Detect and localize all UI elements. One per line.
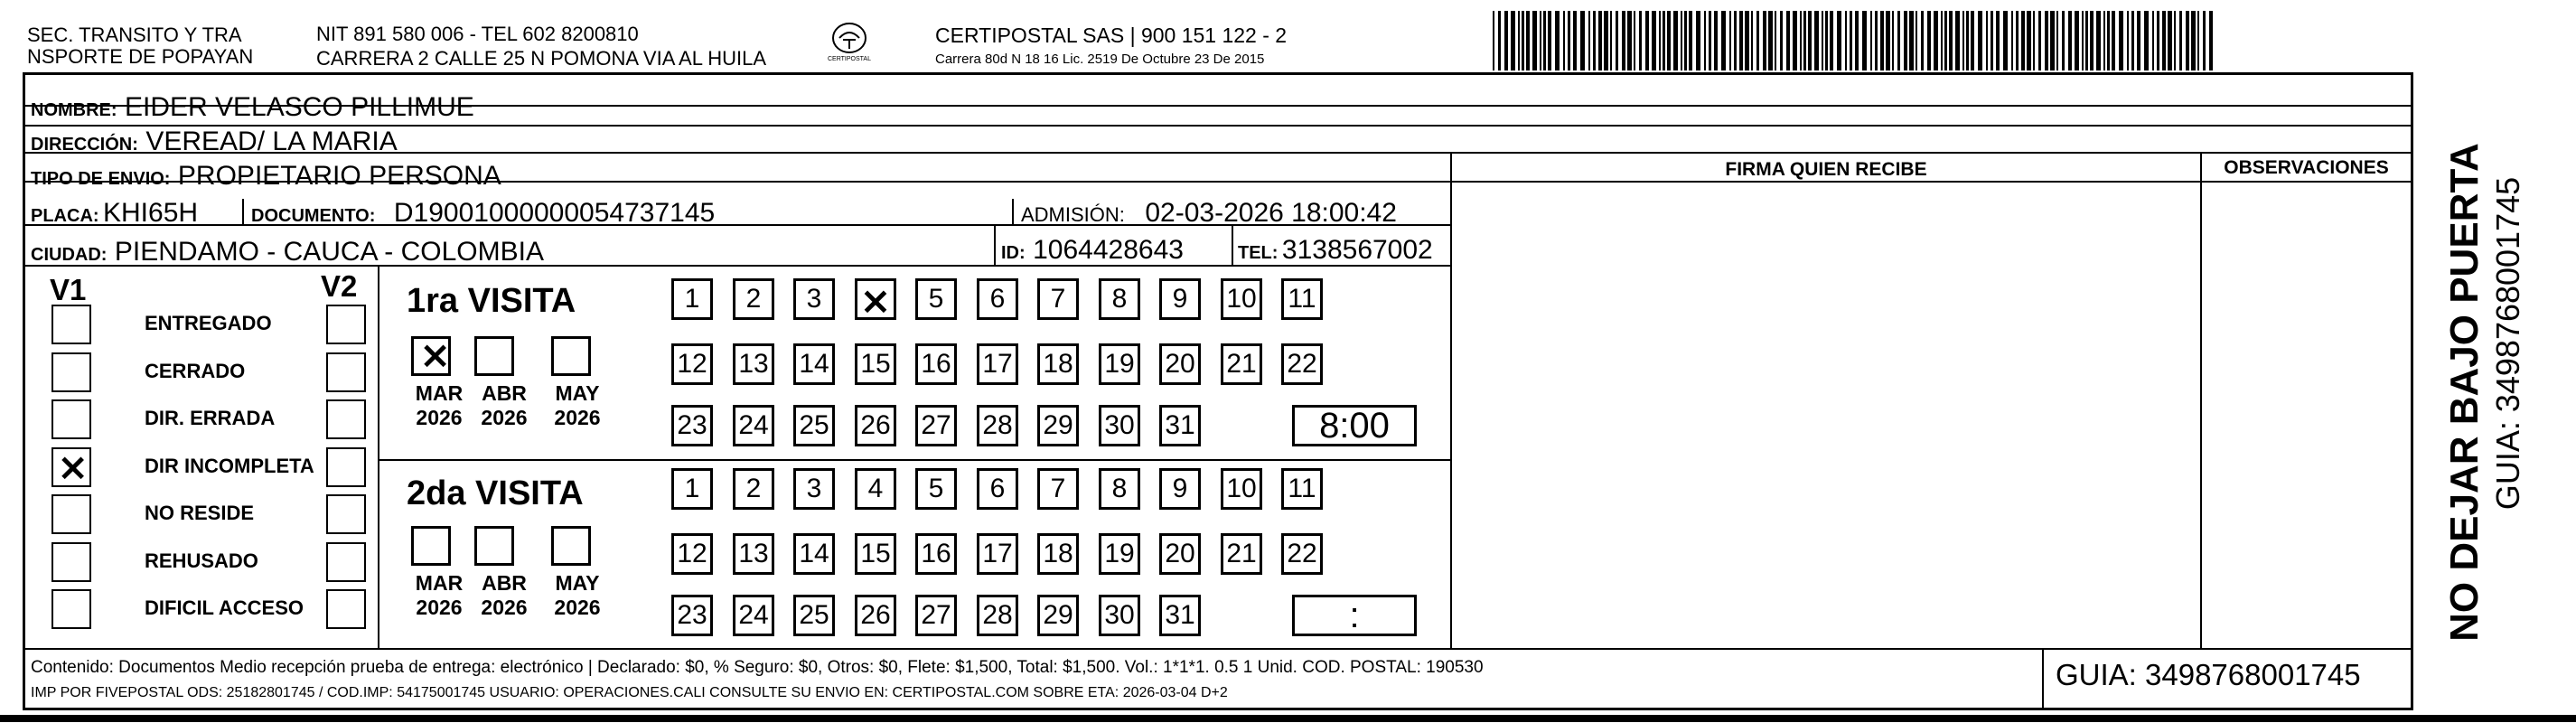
address-value: VEREAD/ LA MARIA [145, 127, 398, 156]
day-box[interactable]: 6 [977, 468, 1018, 510]
month-name: MAY [555, 571, 600, 595]
side-guia: GUIA: 3498768001745 [2489, 176, 2526, 511]
v2-checkbox[interactable] [326, 399, 366, 439]
content-line: Contenido: Documentos Medio recepción prueba de entrega: electrónico | Declarado: $0, % Seguro: $0, Otros: $0, Flete: $1,500, Total: $1,500. Vol.: 1*1*1. 0.5 1 Unid. COD. POSTAL: 190530 [31, 658, 1484, 677]
sender-line-1: SEC. TRANSITO Y TRA [27, 23, 242, 46]
day-box[interactable]: 4 [855, 468, 896, 510]
month-name: MAY [555, 381, 600, 405]
ship-type-field [31, 161, 501, 192]
nit-header [316, 22, 766, 70]
admission-field [1021, 198, 1397, 229]
day-box[interactable]: 16 [915, 343, 957, 385]
sender-line-2: NSPORTE DE POPAYAN [27, 45, 254, 68]
v1-checkbox[interactable] [52, 494, 91, 534]
day-box[interactable]: 11 [1281, 278, 1323, 320]
v2-checkbox[interactable] [326, 589, 366, 629]
month-label [407, 381, 472, 430]
col-sep-id [994, 226, 996, 266]
address-label: DIRECCIÓN: [31, 135, 138, 155]
day-box[interactable]: 19 [1099, 343, 1140, 385]
status-label: REHUSADO [145, 549, 258, 572]
month-checkbox[interactable] [551, 526, 591, 566]
day-box[interactable]: 25 [793, 405, 835, 446]
day-box[interactable]: 16 [915, 533, 957, 575]
month-name: ABR [482, 571, 527, 595]
day-box[interactable]: 3 [793, 468, 835, 510]
col-sep-observations [2200, 152, 2202, 649]
form-top-border [23, 72, 2412, 75]
month-year: 2026 [481, 596, 528, 619]
plate-value: KHI65H [103, 198, 199, 228]
courier-logo [818, 20, 881, 72]
sig-header-line [1450, 181, 2412, 183]
col-sep-signature [1450, 152, 1452, 649]
footer-guia-sep [2042, 648, 2044, 709]
city-field [31, 237, 544, 268]
day-box[interactable]: 18 [1037, 343, 1079, 385]
day-box[interactable]: 22 [1281, 343, 1323, 385]
day-box[interactable]: 7 [1037, 278, 1079, 320]
day-box[interactable]: 12 [671, 533, 713, 575]
day-box[interactable]: 24 [733, 405, 774, 446]
day-box[interactable]: 14 [793, 533, 835, 575]
admission-value: 02-03-2026 18:00:42 [1145, 198, 1397, 228]
status-label: DIFICIL ACCESO [145, 596, 304, 619]
day-box[interactable]: 9 [1159, 468, 1201, 510]
barcode [1493, 11, 2226, 70]
form-left-border [23, 72, 25, 710]
day-box[interactable]: 7 [1037, 468, 1079, 510]
doc-value: D19001000000054737145 [393, 198, 716, 228]
day-box[interactable]: 8 [1099, 278, 1140, 320]
v1-checkbox[interactable] [52, 399, 91, 439]
day-box[interactable]: 28 [977, 405, 1018, 446]
v1-checkbox[interactable] [52, 542, 91, 582]
tel-value: 3138567002 [1281, 235, 1433, 265]
city-value: PIENDAMO - CAUCA - COLOMBIA [114, 237, 544, 267]
id-field [1001, 235, 1184, 266]
footer-sep [23, 648, 2412, 650]
v1-label: V1 [50, 273, 87, 306]
day-box[interactable]: 29 [1037, 595, 1079, 636]
form-right-border [2411, 72, 2413, 710]
v2-checkbox[interactable] [326, 447, 366, 487]
col-sep-tel [1232, 226, 1233, 266]
day-box[interactable]: 13 [733, 343, 774, 385]
address-field [31, 127, 398, 157]
day-box[interactable]: 2 [733, 278, 774, 320]
day-box[interactable]: 25 [793, 595, 835, 636]
day-box[interactable]: 3 [793, 278, 835, 320]
name-label: NOMBRE: [31, 100, 117, 120]
day-box[interactable]: 24 [733, 595, 774, 636]
month-year: 2026 [554, 406, 601, 429]
month-label [407, 571, 472, 620]
day-box[interactable]: 31 [1159, 405, 1201, 446]
day-box[interactable]: 26 [855, 405, 896, 446]
month-checkbox[interactable] [551, 336, 591, 376]
name-field [31, 92, 474, 123]
day-box[interactable]: 12 [671, 343, 713, 385]
day-box[interactable]: 17 [977, 533, 1018, 575]
tel-field [1238, 235, 1433, 266]
tel-label: TEL: [1238, 243, 1279, 263]
day-box[interactable]: 1 [671, 278, 713, 320]
month-checkbox[interactable] [474, 336, 514, 376]
month-name: ABR [482, 381, 527, 405]
day-box[interactable]: 28 [977, 595, 1018, 636]
day-box[interactable]: 17 [977, 343, 1018, 385]
nit-line-2: CARRERA 2 CALLE 25 N POMONA VIA AL HUILA [316, 47, 767, 70]
day-box[interactable]: 30 [1099, 595, 1140, 636]
ship-type-value: PROPIETARIO PERSONA [177, 161, 501, 191]
day-box[interactable]: 19 [1099, 533, 1140, 575]
day-box[interactable]: 23 [671, 405, 713, 446]
day-box[interactable]: 6 [977, 278, 1018, 320]
bottom-bar [0, 715, 2576, 722]
month-year: 2026 [481, 406, 528, 429]
day-box[interactable]: 18 [1037, 533, 1079, 575]
status-label: ENTREGADO [145, 312, 272, 334]
col-sep-visit [378, 265, 379, 649]
day-box[interactable]: 27 [915, 405, 957, 446]
month-label [545, 381, 610, 430]
v1-checkbox[interactable] [52, 305, 91, 344]
day-box[interactable]: 20 [1159, 343, 1201, 385]
day-box[interactable]: 9 [1159, 278, 1201, 320]
doc-label: DOCUMENTO: [251, 206, 376, 226]
id-label: ID: [1001, 243, 1026, 263]
month-checkbox[interactable] [411, 526, 451, 566]
status-label: CERRADO [145, 360, 246, 382]
day-box[interactable]: 21 [1221, 533, 1262, 575]
day-box[interactable] [855, 278, 896, 323]
day-box[interactable]: 15 [855, 343, 896, 385]
city-label: CIUDAD: [31, 245, 108, 265]
day-box[interactable]: 15 [855, 533, 896, 575]
v2-label: V2 [321, 269, 358, 303]
v2-checkbox[interactable] [326, 542, 366, 582]
day-box[interactable]: 13 [733, 533, 774, 575]
day-box[interactable]: 14 [793, 343, 835, 385]
col-sep-admission [1012, 199, 1014, 226]
day-box[interactable]: 10 [1221, 278, 1262, 320]
col-sep-plate [242, 199, 244, 226]
v1-checkbox[interactable] [52, 447, 91, 487]
v2-checkbox[interactable] [326, 352, 366, 392]
month-checkbox[interactable] [411, 333, 452, 377]
month-year: 2026 [554, 596, 601, 619]
time-box[interactable]: 8:00 [1292, 405, 1417, 446]
imp-line: IMP POR FIVEPOSTAL ODS: 25182801745 / COD.IMP: 54175001745 USUARIO: OPERACIONES.CALI CONSULTE SU ENVIO EN: CERTIPOSTAL.COM SOBRE ETA: 2026-03-04 D+2 [31, 685, 1228, 700]
day-box[interactable]: 30 [1099, 405, 1140, 446]
status-label: NO RESIDE [145, 502, 255, 524]
visit1-title: 1ra VISITA [407, 282, 576, 320]
day-box[interactable]: 26 [855, 595, 896, 636]
doc-field [251, 198, 715, 229]
courier-header [935, 23, 1287, 67]
month-year: 2026 [416, 406, 463, 429]
status-label: DIR. ERRADA [145, 407, 276, 429]
footer-guia: GUIA: 3498768001745 [2056, 658, 2361, 691]
v2-checkbox[interactable] [326, 305, 366, 344]
courier-line-1: CERTIPOSTAL SAS | 900 151 122 - 2 [935, 23, 1288, 47]
month-name: MAR [415, 381, 464, 405]
check-mark-icon: × [57, 445, 89, 489]
day-box[interactable]: 1 [671, 468, 713, 510]
signature-header: FIRMA QUIEN RECIBE [1725, 159, 1927, 180]
day-box[interactable]: 23 [671, 595, 713, 636]
status-label: DIR INCOMPLETA [145, 455, 314, 477]
v2-checkbox[interactable] [326, 494, 366, 534]
month-label [472, 381, 537, 430]
month-name: MAR [415, 571, 464, 595]
id-value: 1064428643 [1033, 235, 1184, 265]
month-checkbox[interactable] [474, 526, 514, 566]
day-box[interactable]: 11 [1281, 468, 1323, 510]
check-mark-icon: × [419, 333, 452, 377]
visit2-title: 2da VISITA [407, 474, 584, 512]
observations-header: OBSERVACIONES [2224, 157, 2389, 178]
day-box[interactable]: 21 [1221, 343, 1262, 385]
day-box[interactable]: 5 [915, 468, 957, 510]
month-label [545, 571, 610, 620]
sender-header [27, 24, 253, 68]
day-box[interactable]: 10 [1221, 468, 1262, 510]
courier-logo-text: CERTIPOSTAL [828, 56, 871, 62]
month-label [472, 571, 537, 620]
day-box[interactable]: 22 [1281, 533, 1323, 575]
courier-logo-icon [818, 20, 881, 72]
day-box[interactable]: 27 [915, 595, 957, 636]
v1-checkbox[interactable] [52, 352, 91, 392]
plate-field [31, 198, 198, 229]
day-box[interactable]: 31 [1159, 595, 1201, 636]
admission-label: ADMISIÓN: [1021, 203, 1125, 226]
form-bottom-border [23, 708, 2412, 710]
day-box[interactable]: 8 [1099, 468, 1140, 510]
v1-checkbox[interactable] [52, 589, 91, 629]
day-box[interactable]: 5 [915, 278, 957, 320]
day-box[interactable]: 29 [1037, 405, 1079, 446]
courier-line-2: Carrera 80d N 18 16 Lic. 2519 De Octubre 23 De 2015 [935, 52, 1265, 67]
day-box[interactable]: 2 [733, 468, 774, 510]
plate-label: PLACA: [31, 206, 99, 226]
visit-divider [378, 459, 1450, 461]
ship-type-label: TIPO DE ENVIO: [31, 169, 171, 189]
nit-line-1: NIT 891 580 006 - TEL 602 8200810 [316, 23, 639, 45]
month-year: 2026 [416, 596, 463, 619]
side-warning: NO DEJAR BAJO PUERTA [2442, 143, 2487, 642]
time-box[interactable]: : [1292, 595, 1417, 636]
check-mark-icon: × [859, 278, 892, 323]
name-value: EIDER VELASCO PILLIMUE [125, 92, 474, 122]
day-box[interactable]: 20 [1159, 533, 1201, 575]
